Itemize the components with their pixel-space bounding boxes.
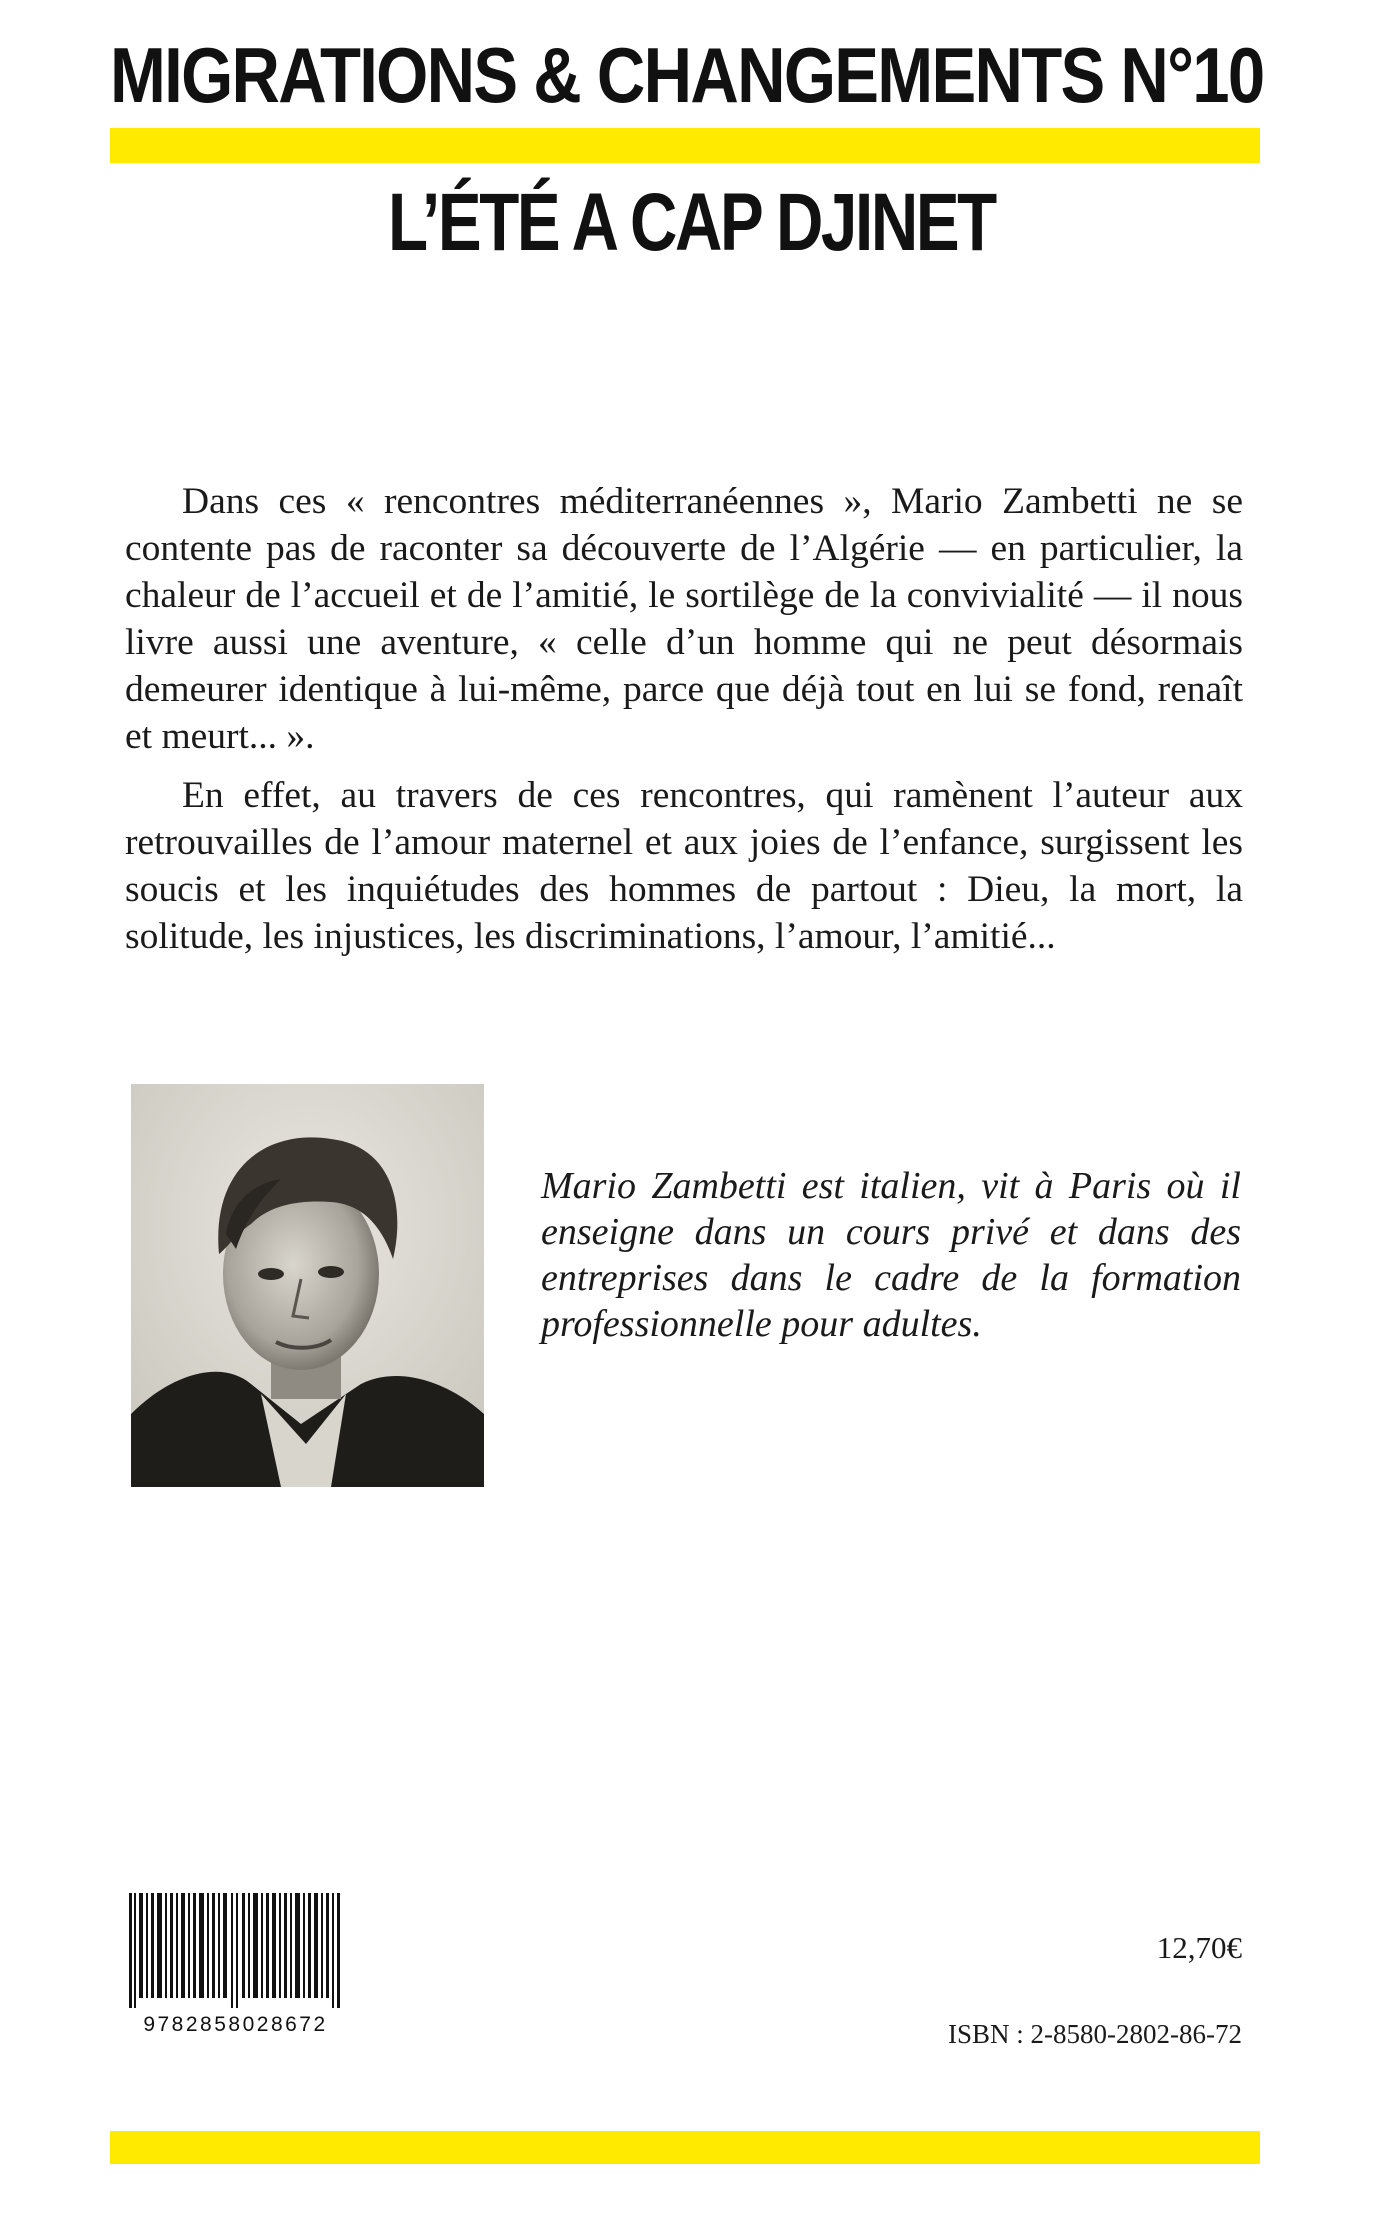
isbn: ISBN : 2-8580-2802-86-72 (948, 2019, 1242, 2049)
author-photo (131, 1084, 484, 1487)
barcode-number: 9782858028672 (143, 2013, 328, 2036)
blurb-paragraph: En effet, au travers de ces rencontres, qui ramènent l’auteur aux retrouvailles de l’amour maternel et aux joies de l’enfance, surgissent les soucis et les inquiétudes des hommes de partout : Dieu, la mort, la solitude, les injustices, les discriminations, l’amour, l’amitié... (125, 775, 1243, 957)
series-title: MIGRATIONS & CHANGEMENTS N°10 (110, 31, 1264, 119)
book-title: L’ÉTÉ A CAP DJINET (388, 177, 995, 268)
price: 12,70€ (1156, 1930, 1242, 1965)
blurb (125, 478, 1243, 972)
bottom-yellow-band (110, 2131, 1260, 2164)
blurb-paragraph: Dans ces « rencontres méditerranéennes », Mario Zambetti ne se contente pas de raconter sa découverte de l’Algérie — en particulier, la chaleur de l’accueil et de l’amitié, le sortilège de la convivialité — il nous livre aussi une aventure, « celle d’un homme qui ne peut désormais demeurer identique à lui-même, parce que déjà tout en lui se fond, renaît et meurt... ». (125, 481, 1243, 757)
barcode-bars (121, 1893, 350, 2008)
top-yellow-band (110, 128, 1260, 163)
barcode (121, 1893, 350, 2048)
author-bio: Mario Zambetti est italien, vit à Paris où il enseigne dans un cours privé et dans des entreprises dans le cadre de la formation professionnelle pour adultes. (541, 1165, 1241, 1345)
